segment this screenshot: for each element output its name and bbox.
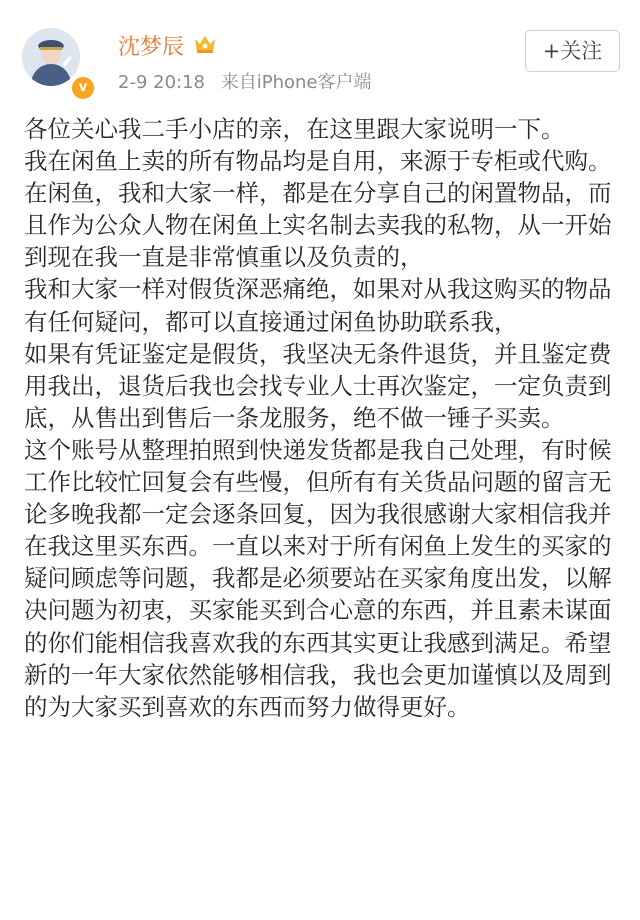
avatar[interactable] bbox=[22, 28, 80, 86]
post-paragraph: 这个账号从整理拍照到快递发货都是我自己处理，有时候工作比较忙回复会有些慢，但所有有关货品问题的留言无论多晚我都一定会逐条回复，因为我很感谢大家相信我并在我这里买东西。一直以来对于所有闲鱼上发生的买家的疑问顾虑等问题，我都是必须要站在买家角度出发，以解决问题为初衷，买家能买到合心意的东西，并且素未谋面的你们能相信我喜欢我的东西其实更让我感到满足。希望新的一年大家依然能够相信我，我也会更加谨慎以及周到的为大家买到喜欢的东西而努力做得更好。 bbox=[24, 435, 612, 721]
follow-button[interactable]: +关注 bbox=[525, 30, 620, 72]
post-paragraph: 各位关心我二手小店的亲，在这里跟大家说明一下。 bbox=[24, 115, 565, 143]
post-meta bbox=[118, 68, 372, 94]
post-header bbox=[0, 0, 640, 100]
post-time: 2-9 20:18 bbox=[118, 72, 205, 93]
post-content bbox=[24, 113, 624, 723]
verified-v-icon: v bbox=[70, 75, 96, 101]
vip-crown-icon[interactable] bbox=[193, 33, 217, 55]
author-name[interactable]: 沈梦辰 bbox=[118, 35, 185, 60]
post-paragraph: 我在闲鱼上卖的所有物品均是自用，来源于专柜或代购。在闲鱼，我和大家一样，都是在分享自己的闲置物品，而且作为公众人物在闲鱼上实名制去卖我的私物，从一开始到现在我一直是非常慎重以及负责的， bbox=[24, 147, 612, 272]
post-source[interactable]: 来自iPhone客户端 bbox=[220, 72, 372, 93]
post-paragraph: 如果有凭证鉴定是假货，我坚决无条件退货，并且鉴定费用我出，退货后我也会找专业人士再次鉴定，一定负责到底，从售出到售后一条龙服务，绝不做一锤子买卖。 bbox=[24, 339, 612, 432]
post-paragraph: 我和大家一样对假货深恶痛绝，如果对从我这购买的物品有任何疑问，都可以直接通过闲鱼协助联系我， bbox=[24, 275, 612, 336]
avatar-image bbox=[22, 28, 80, 86]
